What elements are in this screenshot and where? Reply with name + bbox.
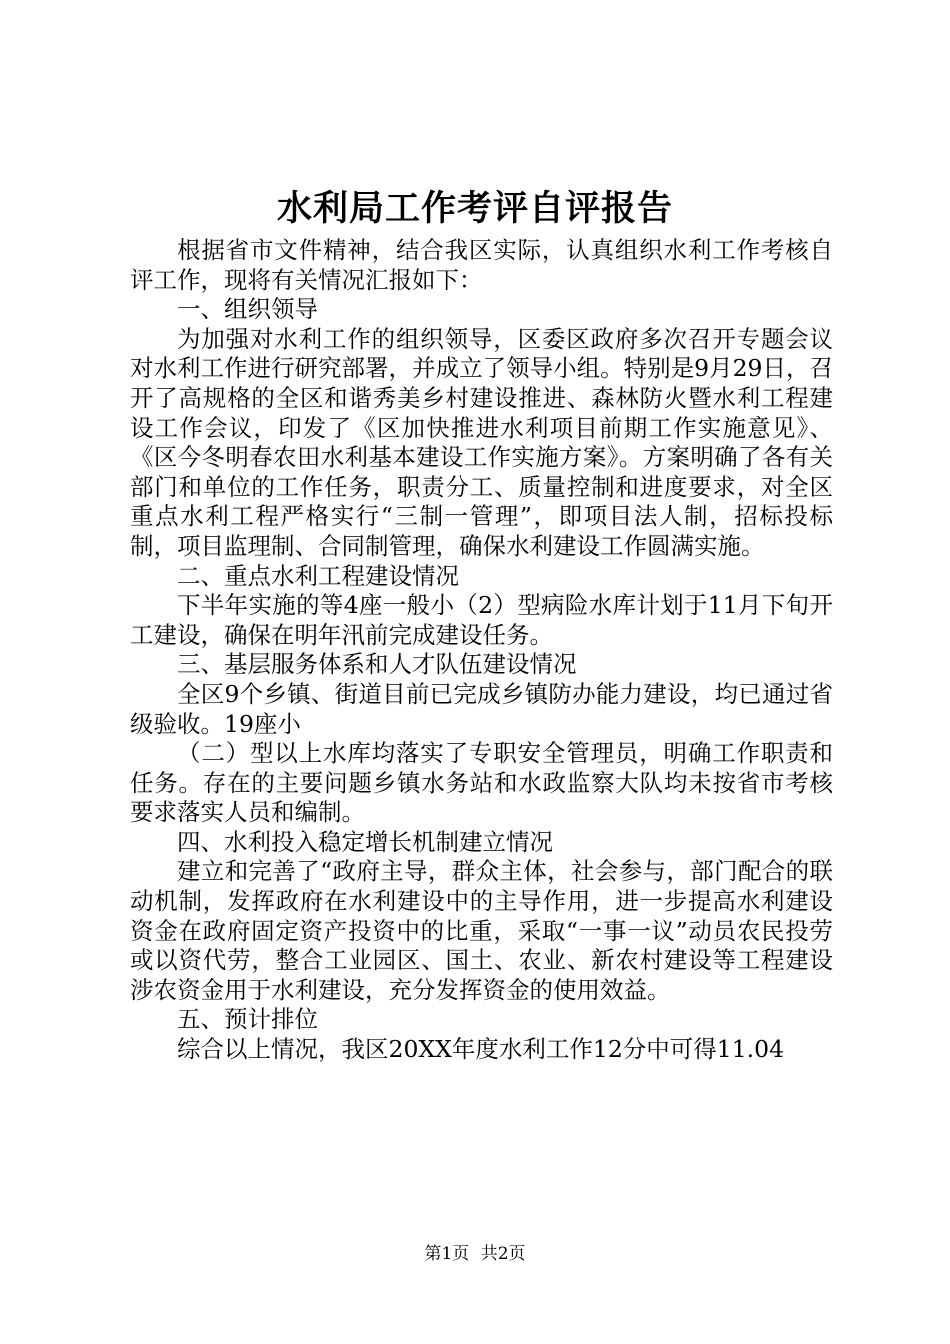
paragraph-organization: 为加强对水利工作的组织领导，区委区政府多次召开专题会议对水利工作进行研究部署，并成立了领导小组。特别是9月29日，召开了高规格的全区和谐秀美乡村建设推进、森林防火暨水利工程建设工作会议，印发了《区加快推进水利项目前期工作实施意见》、《区今冬明春农田水利基本建设工作实施方案》。方案明确了各有关部门和单位的工作任务，职责分工、质量控制和进度要求，对全区重点水利工程严格实行“三制一管理”，即项目法人制，招标投标制，项目监理制、合同制管理，确保水利建设工作圆满实施。 [130, 324, 833, 560]
paragraph-investment: 建立和完善了“政府主导，群众主体，社会参与，部门配合的联动机制，发挥政府在水利建设中的主导作用，进一步提高水利建设资金在政府固定资产投资中的比重，采取“一事一议”动员农民投劳或以资代劳，整合工业园区、国土、农业、新农村建设等工程建设涉农资金用于水利建设，充分发挥资金的使用效益。 [130, 857, 833, 1004]
paragraph-ranking: 综合以上情况，我区20XX年度水利工作12分中可得11.04 [177, 1035, 785, 1064]
paragraph-service-system-cont: （二）型以上水库均落实了专职安全管理员，明确工作职责和任务。存在的主要问题乡镇水务站和水政监察大队均未按省市考核要求落实人员和编制。 [130, 739, 833, 827]
paragraph-intro: 根据省市文件精神，结合我区实际，认真组织水利工作考核自评工作，现将有关情况汇报如下： [130, 236, 833, 294]
paragraph-key-projects: 下半年实施的等4座一般小（2）型病险水库计划于11月下旬开工建设，确保在明年汛前完成建设任务。 [130, 591, 833, 649]
page-footer [0, 1243, 950, 1265]
section-heading-5: 五、预计排位 [177, 1005, 318, 1034]
section-heading-4: 四、水利投入稳定增长机制建立情况 [177, 827, 553, 856]
document-body [130, 236, 833, 1065]
section-heading-2: 二、重点水利工程建设情况 [177, 561, 459, 590]
page-number-current: 第1页 [424, 1244, 470, 1264]
paragraph-service-system: 全区9个乡镇、街道目前已完成乡镇防办能力建设，均已通过省级验收。19座小 [130, 679, 833, 738]
section-heading-1: 一、组织领导 [177, 295, 318, 324]
document-title: 水利局工作考评自评报告 [276, 188, 673, 229]
section-heading-3: 三、基层服务体系和人才队伍建设情况 [177, 650, 577, 679]
page-number-total: 共2页 [480, 1244, 526, 1264]
